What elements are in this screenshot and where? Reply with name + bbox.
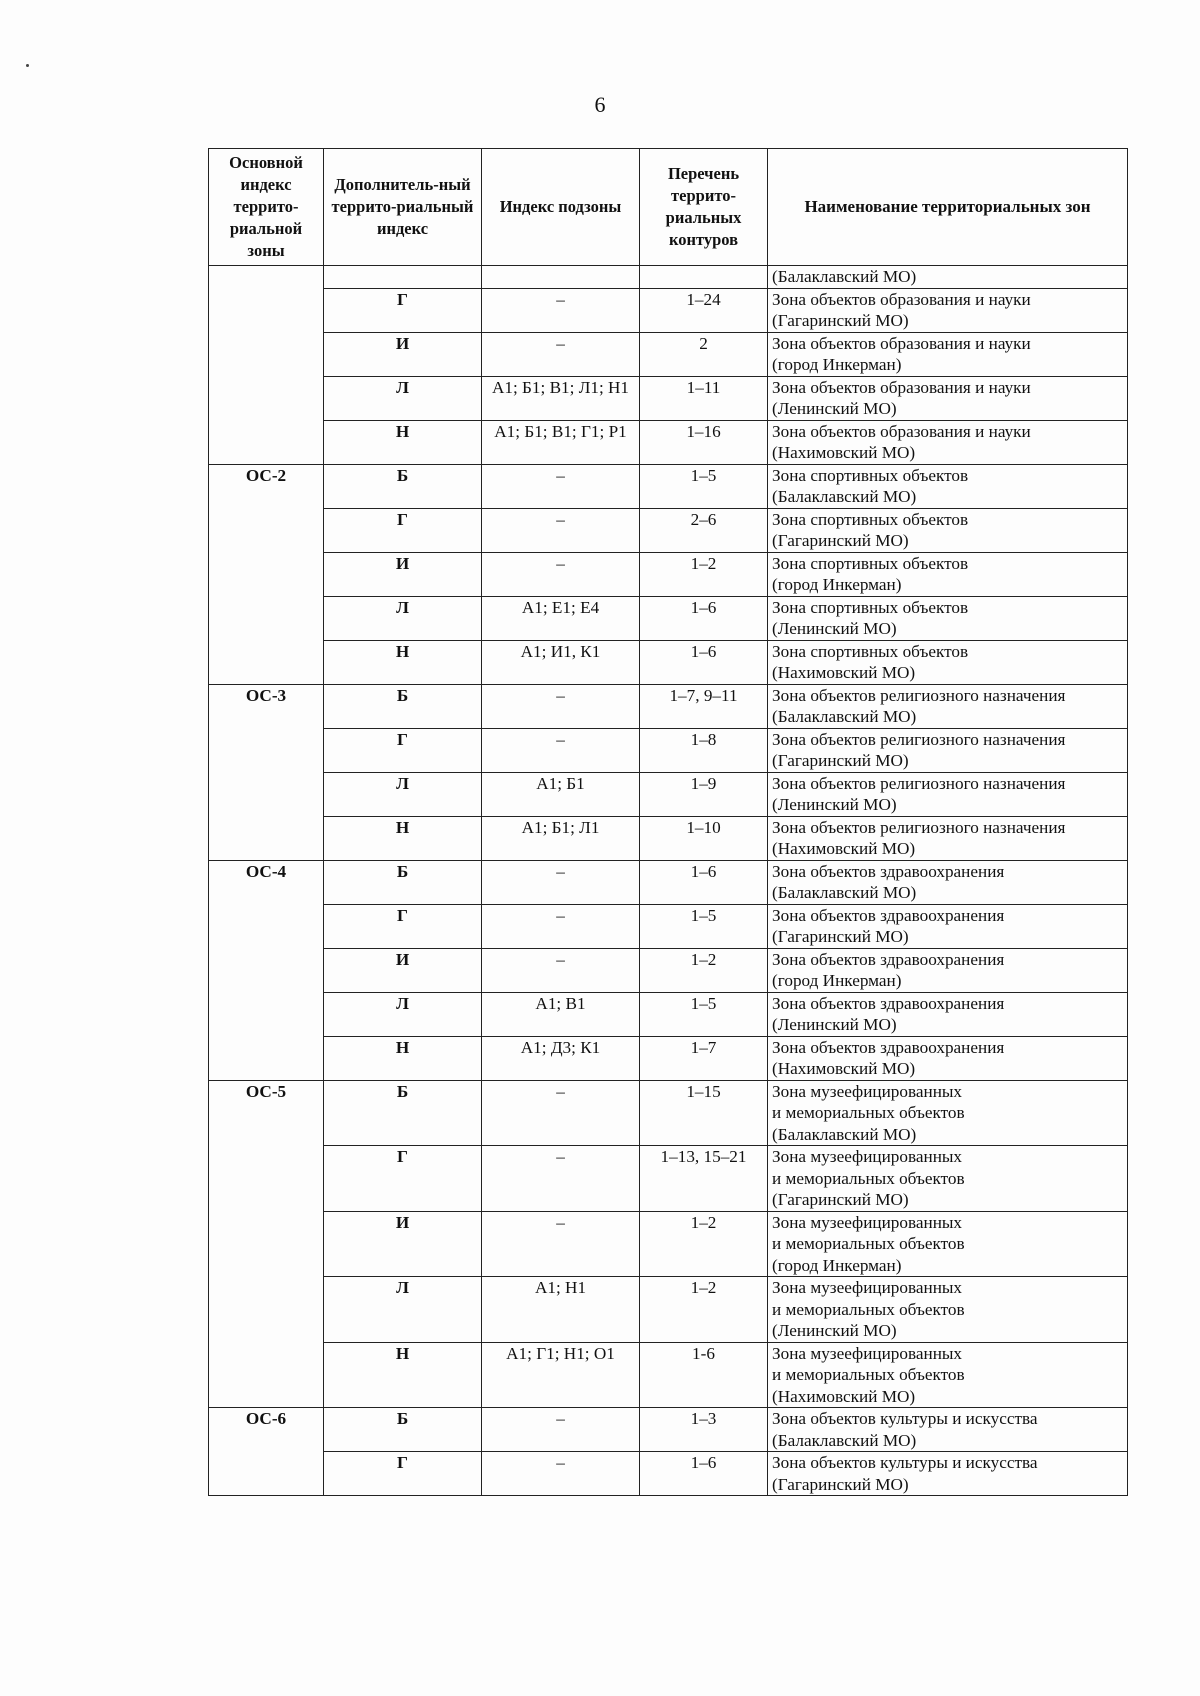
zone-name-line: (Нахимовский МО) [772,1059,916,1078]
zone-name-line: (Нахимовский МО) [772,443,916,462]
table-row [209,508,1128,552]
zone-name-line: Зона объектов культуры и искусства [772,1409,1038,1428]
main-index-cell: ОС-6 [209,1408,324,1496]
additional-index-cell: Л [324,992,482,1036]
zone-name-line: (Гагаринский МО) [772,1474,909,1494]
zone-name-line: Зона объектов здравоохранения [772,949,1005,969]
zone-name-line: (Балаклавский МО) [772,1430,917,1450]
zone-name-cell [768,948,1128,992]
zone-name-line: Зона объектов образования и науки [772,421,1031,441]
zone-name-cell [768,728,1128,772]
subzone-index-cell: – [482,508,640,552]
zone-name-line: (Балаклавский МО) [772,487,917,506]
subzone-index-cell: А1; Б1 [482,772,640,816]
subzone-index-cell: – [482,948,640,992]
zone-name-line: и мемориальных объектов [772,1168,965,1188]
zone-name-line: Зона объектов здравоохранения [772,861,1005,881]
zone-name-line: Зона объектов религиозного назначения [772,817,1066,837]
additional-index-cell: Б [324,464,482,508]
zone-name-line: (Ленинский МО) [772,1321,897,1340]
subzone-index-cell: – [482,288,640,332]
contours-cell: 1–6 [640,860,768,904]
header-additional-index: Дополнитель-ный террито-риальный индекс [324,149,482,266]
table-row [209,948,1128,992]
zone-name-line: и мемориальных объектов [772,1103,965,1122]
zone-name-line: (Гагаринский МО) [772,1190,909,1209]
zone-name-line: (Гагаринский МО) [772,751,909,770]
table-row [209,332,1128,376]
additional-index-cell: Г [324,1452,482,1496]
contours-cell: 1–5 [640,464,768,508]
zone-name-line: Зона объектов религиозного назначения [772,729,1066,749]
additional-index-cell: Б [324,684,482,728]
additional-index-cell: Л [324,376,482,420]
zone-name-line: (Нахимовский МО) [772,663,916,682]
table-row [209,772,1128,816]
table-row-carry-over [209,266,1128,289]
table-row [209,1277,1128,1343]
zone-name-line: (Гагаринский МО) [772,531,909,550]
zone-name-cell [768,420,1128,464]
additional-index-cell: Б [324,1080,482,1146]
additional-index-cell: Н [324,1342,482,1408]
subzone-index-cell: – [482,1211,640,1277]
table-row [209,376,1128,420]
table-row [209,464,1128,508]
additional-index-cell: Б [324,860,482,904]
additional-index-cell: И [324,948,482,992]
zone-name-cell [768,1277,1128,1343]
table-row [209,1146,1128,1212]
contours-cell: 1–11 [640,376,768,420]
table-row [209,1036,1128,1080]
subzone-index-cell [482,266,640,289]
zones-table [208,148,1128,1496]
zone-name-cell [768,904,1128,948]
zone-name-line: (Балаклавский МО) [772,883,917,902]
zone-name-cell [768,772,1128,816]
page-number: 6 [594,92,606,117]
contours-cell: 1–2 [640,948,768,992]
subzone-index-cell: А1; Б1; В1; Г1; Р1 [482,420,640,464]
zone-name-line: (Гагаринский МО) [772,927,909,946]
additional-index-cell: Н [324,420,482,464]
additional-index-cell: И [324,552,482,596]
zone-name-line: Зона объектов образования и науки [772,377,1031,397]
table-row [209,420,1128,464]
table-row [209,1342,1128,1408]
zone-name-cell [768,992,1128,1036]
table-row [209,596,1128,640]
contours-cell: 1–6 [640,1452,768,1496]
header-subzone-index: Индекс подзоны [482,149,640,266]
table-row [209,992,1128,1036]
subzone-index-cell: А1; Е1; Е4 [482,596,640,640]
header-zone-name: Наименование территориальных зон [768,149,1128,266]
subzone-index-cell: А1; Г1; Н1; О1 [482,1342,640,1408]
header-contours: Перечень террито-риальных контуров [640,149,768,266]
zone-name-line: Зона музеефицированных [772,1212,963,1232]
table-row [209,728,1128,772]
additional-index-cell: Н [324,640,482,684]
zone-name-cell [768,1342,1128,1408]
contours-cell: 1–2 [640,552,768,596]
additional-index-cell: Л [324,596,482,640]
table-row [209,1211,1128,1277]
zone-name-cell [768,1080,1128,1146]
additional-index-cell: Г [324,904,482,948]
contours-cell: 1–13, 15–21 [640,1146,768,1212]
subzone-index-cell: А1; Б1; В1; Л1; Н1 [482,376,640,420]
table-row [209,684,1128,728]
zone-name-line: Зона спортивных объектов [772,465,969,485]
subzone-index-cell: – [482,1408,640,1452]
main-index-cell: ОС-2 [209,464,324,684]
zone-name-line: Зона объектов образования и науки [772,333,1031,353]
main-index-cell: ОС-3 [209,684,324,860]
subzone-index-cell: – [482,1452,640,1496]
contours-cell: 2–6 [640,508,768,552]
zone-name-line: Зона объектов здравоохранения [772,905,1005,925]
additional-index-cell: Н [324,816,482,860]
contours-cell: 1–6 [640,596,768,640]
zone-name-line: и мемориальных объектов [772,1234,965,1253]
contours-cell: 1–7, 9–11 [640,684,768,728]
table-row [209,640,1128,684]
zone-name-line: (Нахимовский МО) [772,839,916,858]
zone-name-line: (Балаклавский МО) [772,1124,917,1144]
zone-name-line: (город Инкерман) [772,575,902,594]
zone-name-cell [768,376,1128,420]
zone-name-line: (город Инкерман) [772,1255,902,1275]
additional-index-cell: Г [324,728,482,772]
subzone-index-cell: А1; Д3; К1 [482,1036,640,1080]
zone-name-line: и мемориальных объектов [772,1299,965,1319]
subzone-index-cell: – [482,552,640,596]
additional-index-cell: Л [324,1277,482,1343]
zone-name-cell [768,860,1128,904]
contours-cell: 1–2 [640,1211,768,1277]
zone-name-cell [768,1408,1128,1452]
contours-cell: 1–10 [640,816,768,860]
table-body [209,266,1128,1496]
zone-name-line: Зона спортивных объектов [772,597,969,617]
subzone-index-cell: – [482,728,640,772]
subzone-index-cell: А1; Б1; Л1 [482,816,640,860]
contours-cell: 1–24 [640,288,768,332]
contours-cell: 1–15 [640,1080,768,1146]
subzone-index-cell: – [482,684,640,728]
contours-cell: 1–7 [640,1036,768,1080]
zone-name-cell: (Балаклавский МО) [768,266,1128,289]
zone-name-line: Зона музеефицированных [772,1278,963,1297]
zone-name-cell [768,1452,1128,1496]
additional-index-cell: Н [324,1036,482,1080]
table-row [209,552,1128,596]
additional-index-cell: Г [324,288,482,332]
subzone-index-cell: – [482,860,640,904]
additional-index-cell: И [324,332,482,376]
zone-name-cell [768,816,1128,860]
subzone-index-cell: – [482,904,640,948]
contours-cell: 1–16 [640,420,768,464]
header-row [209,149,1128,266]
zone-name-cell [768,508,1128,552]
zone-name-line: (город Инкерман) [772,355,902,374]
zone-name-line: (Ленинский МО) [772,399,897,418]
zone-name-line: Зона спортивных объектов [772,509,969,529]
zone-name-cell [768,1036,1128,1080]
zone-name-line: (Гагаринский МО) [772,311,909,330]
zone-name-cell [768,1211,1128,1277]
zone-name-line: Зона объектов религиозного назначения [772,685,1066,705]
subzone-index-cell: А1; Н1 [482,1277,640,1343]
contours-cell [640,266,768,289]
zone-name-line: Зона объектов здравоохранения [772,1037,1005,1057]
table-row [209,860,1128,904]
table-row [209,1080,1128,1146]
additional-index-cell: И [324,1211,482,1277]
scan-speck [26,64,29,67]
additional-index-cell: Г [324,508,482,552]
zone-name-line: (Ленинский МО) [772,1015,897,1034]
zone-name-line: Зона музеефицированных [772,1081,963,1101]
contours-cell: 1–2 [640,1277,768,1343]
table-row [209,816,1128,860]
zone-name-line: Зона объектов религиозного назначения [772,773,1066,793]
zone-name-line: (Ленинский МО) [772,619,897,638]
zone-name-line: Зона спортивных объектов [772,553,969,573]
additional-index-cell [324,266,482,289]
table-row [209,904,1128,948]
subzone-index-cell: – [482,332,640,376]
subzone-index-cell: – [482,1080,640,1146]
subzone-index-cell: – [482,464,640,508]
zone-name-line: Зона музеефицированных [772,1147,963,1166]
table-row [209,288,1128,332]
header-main-index: Основной индекс террито-риальной зоны [209,149,324,266]
table-row [209,1408,1128,1452]
zone-name-line: (Ленинский МО) [772,795,897,814]
zone-name-line: и мемориальных объектов [772,1365,965,1384]
additional-index-cell: Г [324,1146,482,1212]
zone-name-line: Зона спортивных объектов [772,641,969,661]
main-index-cell: ОС-4 [209,860,324,1080]
zone-name-cell [768,464,1128,508]
zone-name-line: Зона объектов культуры и искусства [772,1453,1038,1472]
zone-name-cell [768,596,1128,640]
zone-name-cell [768,552,1128,596]
subzone-index-cell: А1; И1, К1 [482,640,640,684]
zone-name-line: (город Инкерман) [772,971,902,990]
zone-name-line: (Балаклавский МО) [772,707,917,726]
zone-name-line: Зона объектов образования и науки [772,289,1031,309]
contours-cell: 2 [640,332,768,376]
zone-name-line: Зона объектов здравоохранения [772,993,1005,1013]
contours-cell: 1–9 [640,772,768,816]
contours-cell: 1–3 [640,1408,768,1452]
subzone-index-cell: А1; В1 [482,992,640,1036]
zone-name-cell [768,684,1128,728]
main-index-cell [209,266,324,465]
table-row [209,1452,1128,1496]
main-index-cell: ОС-5 [209,1080,324,1408]
contours-cell: 1–6 [640,640,768,684]
zone-name-line: (Нахимовский МО) [772,1386,916,1406]
zone-name-cell [768,1146,1128,1212]
contours-cell: 1–5 [640,992,768,1036]
zone-name-cell [768,332,1128,376]
additional-index-cell: Л [324,772,482,816]
contours-cell: 1-6 [640,1342,768,1408]
contours-cell: 1–5 [640,904,768,948]
zone-name-line: Зона музеефицированных [772,1343,963,1363]
zone-name-cell [768,640,1128,684]
subzone-index-cell: – [482,1146,640,1212]
zone-name-cell [768,288,1128,332]
additional-index-cell: Б [324,1408,482,1452]
contours-cell: 1–8 [640,728,768,772]
